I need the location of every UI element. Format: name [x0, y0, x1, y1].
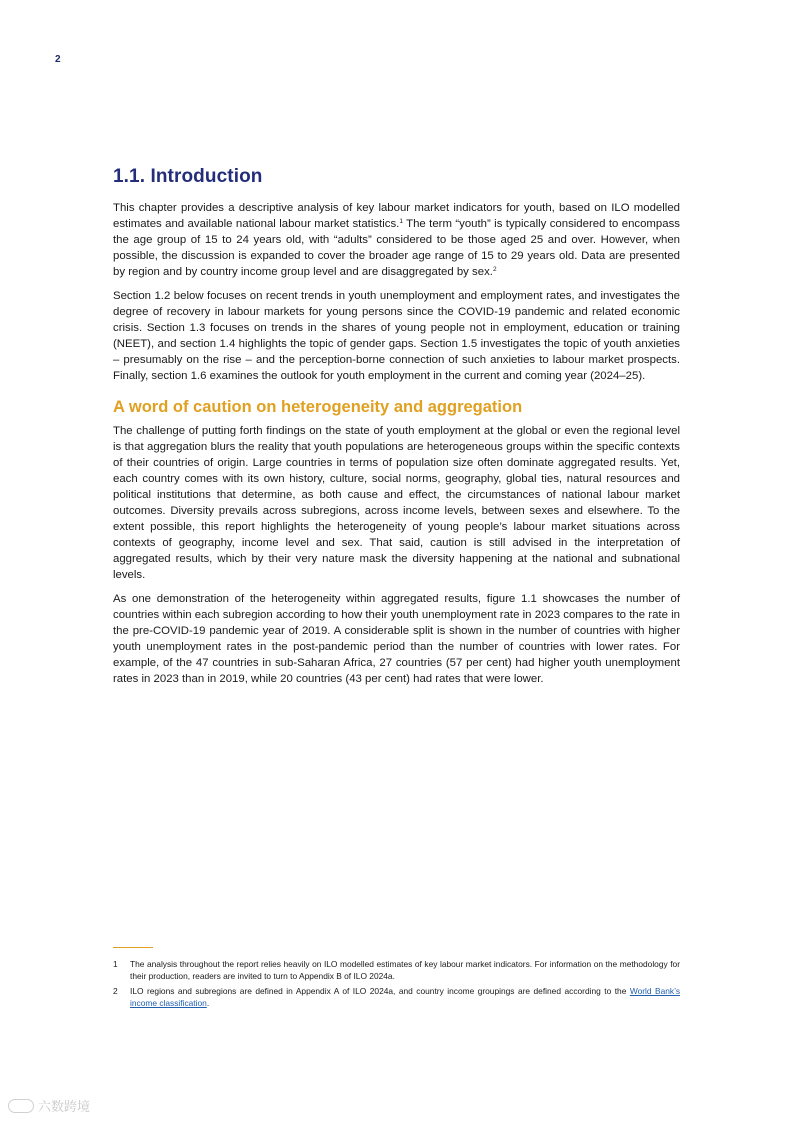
caution-paragraph-1: The challenge of putting forth findings on the state of youth employment at the global or even the regional level is that aggregation blurs the reality that youth populations are heterogeneous groups within the specific contexts of their countries of origin. Large countries in terms of population size often dominate aggregated results. Yet, each country comes with its own history, culture, social norms, geography, global ties, natural resources and political institutions that determine, as both cause and effect, the circumstances of national labour market outcomes. Diversity prevails across subregions, across income levels, between sexes and elsewhere. To the extent possible, this report highlights the heterogeneity of young people’s labour market situations across contexts of geography, income level and sex. That said, caution is still advised in the interpretation of aggregated results, which by their very nature mask the diversity happening at the national and subnational levels.: [113, 425, 680, 581]
page-number: 2: [55, 54, 61, 65]
footnote-number: 1: [113, 959, 118, 969]
watermark: [8, 1096, 90, 1115]
intro-paragraph-1: [113, 200, 680, 280]
footnote-number: 2: [113, 986, 118, 996]
footnotes: [113, 947, 680, 1013]
main-content: [113, 166, 680, 695]
intro-paragraph-2: Section 1.2 below focuses on recent trends in youth unemployment and employment rates, and investigates the degree of recovery in labour markets for young persons since the COVID-19 pandemic and related economic crisis. Section 1.3 focuses on trends in the shares of young people not in employment, education or training (NEET), and section 1.4 highlights the topic of gender gaps. Section 1.5 investigates the topic of youth anxieties – presumably on the rise – and the perception-borne connection of such anxieties to labour market prospects. Finally, section 1.6 examines the outlook for youth employment in the current and coming year (2024–25).: [113, 290, 680, 382]
footnote-item: [113, 986, 680, 1009]
caution-heading: A word of caution on heterogeneity and aggregation: [113, 398, 523, 416]
intro-p1-text-a: This chapter provides a descriptive analysis of key labour market indicators for youth, based on ILO modelled estimates and available national labour market statistics.: [113, 202, 680, 230]
watermark-text: 六数跨境: [38, 1099, 91, 1114]
caution-paragraph-2: As one demonstration of the heterogeneity within aggregated results, figure 1.1 showcases the number of countries within each subregion according to how their youth unemployment rate in 2023 compares to the rate in the pre-COVID-19 pandemic year of 2019. A considerable split is shown in the number of countries with higher youth unemployment rates in the post-pandemic period than the number of countries with lower rates. For example, of the 47 countries in sub-Saharan Africa, 27 countries (57 per cent) had higher youth unemployment rates in 2023 than in 2019, while 20 countries (43 per cent) had rates that were lower.: [113, 593, 680, 685]
footnote-ref-1[interactable]: 1: [399, 218, 403, 225]
world-bank-income-link[interactable]: World Bank’s income classification: [130, 986, 681, 1008]
footnote-text-wrapper: [130, 986, 680, 1009]
intro-p1-text-b: The term “youth” is typically considered to encompass the age group of 15 to 24 years old, with “adults” considered to be those aged 25 and over. However, when possible, the discussion is expanded to cover the broader age range of 15 to 29 years old. Data are presented by region and by country income group level and are disaggregated by sex.: [113, 218, 680, 278]
footnote-text: ILO regions and subregions are defined in Appendix A of ILO 2024a, and country income groupings are defined according to the: [130, 986, 630, 996]
footnote-item: [113, 959, 680, 982]
footnote-tail: .: [206, 997, 210, 1008]
watermark-logo-icon: [8, 1099, 34, 1113]
footnote-text: The analysis throughout the report relies heavily on ILO modelled estimates of key labour market indicators. For information on the methodology for their production, readers are invited to turn to Appendix B of ILO 2024a.: [130, 959, 680, 981]
footnote-ref-2[interactable]: 2: [492, 266, 497, 273]
section-heading: 1.1. Introduction: [113, 166, 263, 187]
footnote-divider: [113, 947, 153, 948]
